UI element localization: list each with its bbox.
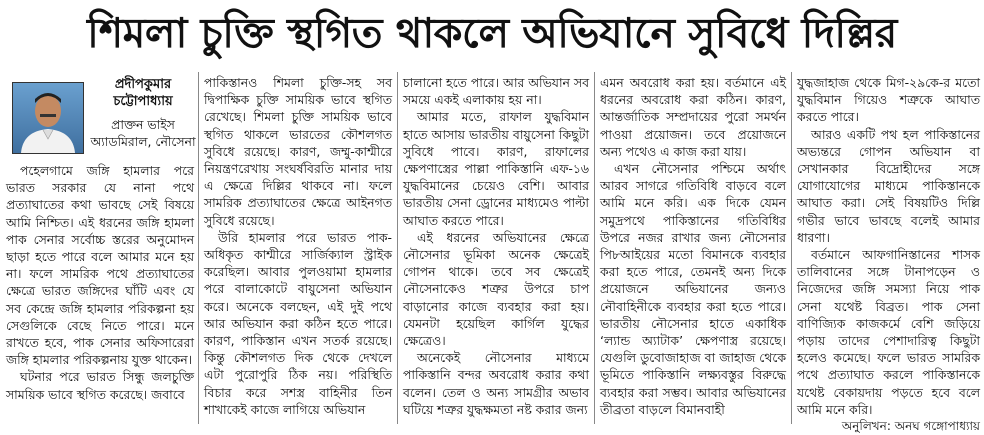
paragraph: চালানো হতে পারে। আর অভিযান সব সময়ে একই এলাকায় হয় না। [403, 75, 589, 108]
article-column-1 [6, 162, 194, 424]
column-divider [198, 72, 199, 424]
paragraph: এখন নৌসেনার পশ্চিমে অর্থাৎ আরব সাগরে গতিবিধি বাড়বে বলে আমি মনে করি। এক দিকে যেমন সমুদ্রপথে পাকিস্তানের গতিবিধির উপরে নজর রাখার জন্য নৌসেনার পি৮আইয়ের মতো বিমানকে ব্যবহার করা হতে পারে, তেমনই অন্য দিকে প্রয়োজনে অভিযানের জন্যও নৌবাহিনীকে ব্যবহার করা হতে পারে। ভারতীয় নৌসেনার হাতে একাধিক ‘ল্যান্ড অ্যাটাক’ ক্ষেপণাস্ত্র রয়েছে। যেগুলি ডুবোজাহাজ বা জাহাজ থেকে ভূমিতে পাকিস্তানি লক্ষ্যবস্তুর বিরুদ্ধে ব্যবহার করা সম্ভব। আবার অভিযানের তীব্রতা বাড়লে বিমানবাহী [600, 161, 786, 417]
paragraph: পাকিস্তানও শিমলা চুক্তি-সহ সব দ্বিপাক্ষিক চুক্তি সাময়িক ভাবে স্থগিত রেখেছে। শিমলা চুক্তি সাময়িক ভাবে স্থগিত থাকলে ভারতের কৌশলগত সুবিধে রয়েছে। কারণ, জম্মু-কাশ্মীরে নিয়ন্ত্রণরেখায় সংঘর্ষবিরতি মানার দায় এ ক্ষেত্রে দিল্লির থাকবে না। ফলে সামরিক প্রত্যাঘাতের ক্ষেত্রে আইনগত সুবিধে রয়েছে। [204, 75, 392, 228]
headline: শিমলা চুক্তি স্থগিত থাকলে অভিযানে সুবিধে দিল্লির [87, 9, 897, 57]
paragraph: উরি হামলার পরে ভারত পাক-অধিকৃত কাশ্মীরে সার্জিক্যাল স্ট্রাইক করেছিল। আবার পুলওয়ামা হামলার পরে বালাকোটে বায়ুসেনা অভিযান করে। অনেকে বলছেন, এই দুই পথে আর অভিযান করা কঠিন হতে পারে। কারণ, পাকিস্তান এখন সতর্ক রয়েছে। কিন্তু কৌশলগত দিক থেকে দেখলে এটা পুরোপুরি ঠিক নয়। পরিস্থিতি বিচার করে সশস্ত্র বাহিনীর তিন শাখাকেই কাজে লাগিয়ে অভিযান [204, 229, 392, 417]
paragraph: ঘটনার পরে ভারত সিন্ধু জলচুক্তি সাময়িক ভাবে স্থগিত করেছে। জবাবে [6, 369, 194, 402]
paragraph: যুদ্ধজাহাজ থেকে মিগ-২৯কে-র মতো যুদ্ধবিমান গিয়েও শত্রুকে আঘাত করতে পারে। [797, 75, 980, 125]
byline [8, 76, 198, 156]
paragraph: বর্তমানে আফগানিস্তানের শাসক তালিবানের সঙ্গে টানাপড়েন ও নিজেদের জঙ্গি সমস্যা নিয়ে পাক সেনা যথেষ্ট বিব্রত। পাক সেনা বাণিজ্যিক কাজকর্মে বেশি জড়িয়ে পড়ায় তাদের পেশাদারিত্ব কিছুটা হলেও কমেছে। ফলে ভারত সামরিক পথে প্রত্যাঘাত করলে পাকিস্তানকে যথেষ্ট বেকায়দায় পড়তে হবে বলে আমি মনে করি। [797, 247, 980, 417]
column-divider [791, 72, 792, 424]
column-divider [397, 72, 398, 424]
paragraph: এই ধরনের অভিযানের ক্ষেত্রে নৌসেনার ভূমিকা অনেক ক্ষেত্রেই গোপন থাকে। তবে সব ক্ষেত্রেই নৌসেনাকেও শত্রুর উপরে চাপ বাড়ানোর কাজে ব্যবহার করা হয়। যেমনটা হয়েছিল কার্গিল যুদ্ধের ক্ষেত্রেও। [403, 229, 589, 349]
translator-credit: অনুলিখন: অনঘ গঙ্গোপাধ্যায় [841, 419, 980, 434]
column-divider [594, 72, 595, 424]
paragraph: আরও একটি পথ হল পাকিস্তানের অভ্যন্তরে গোপন অভিযান বা সেখানকার বিদ্রোহীদের সঙ্গে যোগাযোগের মাধ্যমে পাকিস্তানকে আঘাত করা। সেই বিষয়টিও দিল্লি গভীর ভাবে ভাবছে বলেই আমার ধারণা। [797, 126, 980, 245]
paragraph: আমার মতে, রাফাল যুদ্ধবিমান হাতে আসায় ভারতীয় বায়ুসেনা কিছুটা সুবিধে পাবে। কারণ, রাফালের ক্ষেপণাস্ত্রের পাল্লা পাকিস্তানি এফ-১৬ যুদ্ধবিমানের চেয়েও বেশি। আবার ভারতীয় সেনা ড্রোনের মাধ্যমেও পাল্টা আঘাত করতে পারে। [403, 109, 589, 228]
paragraph: পহেলগামে জঙ্গি হামলার পরে ভারত সরকার যে নানা পথে প্রত্যাঘাতের কথা ভাবছে সেই বিষয়ে আমি নিশ্চিত। এই ধরনের জঙ্গি হামলা পাক সেনার সর্বোচ্চ স্তরের অনুমোদন ছাড়া হতে পারে বলে আমার মনে হয় না। ফলে সামরিক পথে প্রত্যাঘাতের ক্ষেত্রে ভারত জঙ্গিদের ঘাঁটি এবং যে সব কেন্দ্রে জঙ্গি হামলার পরিকল্পনা হয় সেগুলিকে বেছে নিতে পারে। মনে রাখতে হবে, পাক সেনার অফিসারেরা জঙ্গি হামলার পরিকল্পনায় যুক্ত থাকেন। [6, 163, 194, 368]
paragraph: অনেকেই নৌসেনার মাধ্যমে পাকিস্তানি বন্দর অবরোধ করার কথা বলেন। তেল ও অন্য সামগ্রীর অভাব ঘটিয়ে শত্রুর যুদ্ধক্ষমতা নষ্ট করার জন্য [403, 350, 589, 417]
article-column-3 [403, 74, 589, 424]
author-name: প্রদীপকুমার চট্টোপাধ্যায় [113, 77, 173, 109]
author-portrait-icon [12, 82, 84, 154]
article-column-4 [600, 74, 786, 424]
paragraph: এমন অবরোধ করা হয়। বর্তমানে এই ধরনের অবরোধ করা কঠিন। কারণ, আন্তর্জাতিক সম্প্রদায়ের পুরো সমর্থন পাওয়া প্রয়োজন। তবে প্রয়োজনে অন্য পথেও এ কাজ করা যায়। [600, 75, 786, 159]
author-title: প্রাক্তন ভাইস অ্যাডমিরাল, নৌসেনা [90, 117, 196, 149]
article-column-2 [204, 74, 392, 424]
article-column-5 [797, 74, 980, 434]
